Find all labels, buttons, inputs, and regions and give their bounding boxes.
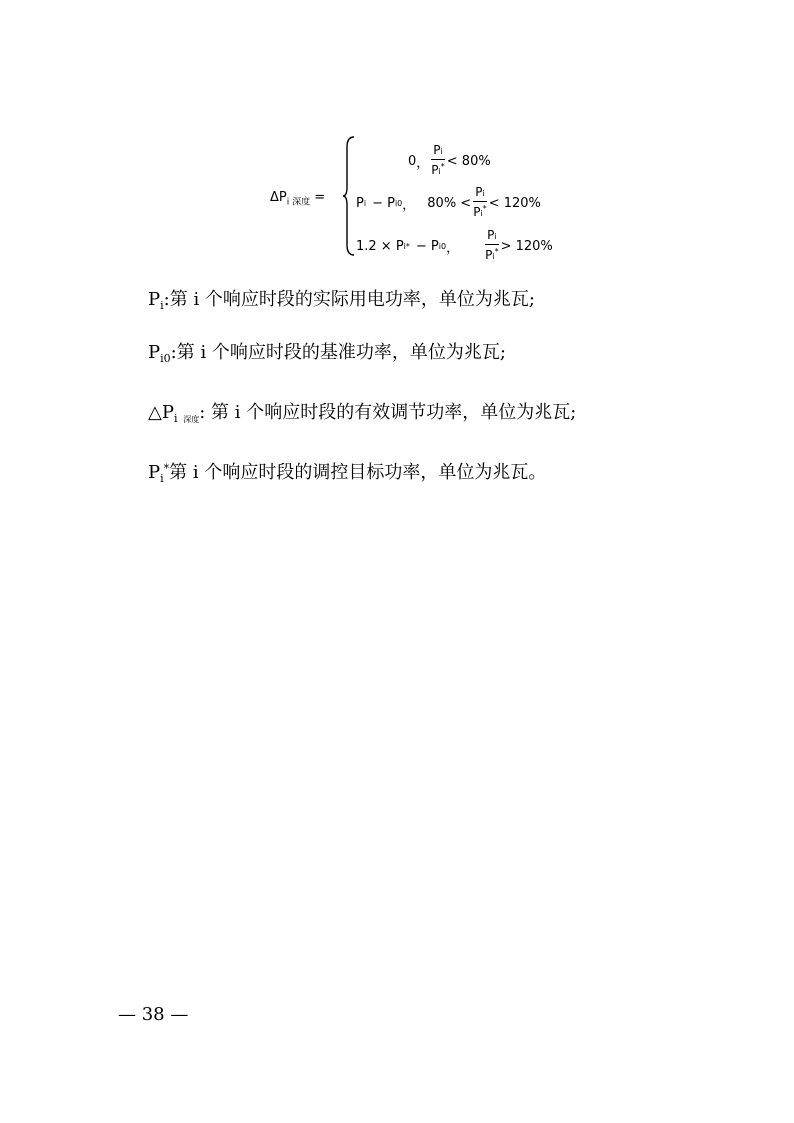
case2-expr: P <box>356 195 364 211</box>
case3-num: P <box>487 228 495 242</box>
case3-den: P <box>485 248 493 262</box>
case3-condition: > 120% <box>500 238 553 254</box>
case-2 <box>356 185 541 221</box>
def2-sub: i <box>173 412 178 425</box>
case1-condition: < 80% <box>446 153 491 169</box>
case2-sep: ， <box>402 197 416 213</box>
case3-expr: 1.2 × P <box>356 238 404 254</box>
def0-sub: i <box>160 299 164 312</box>
case1-num: P <box>433 143 441 157</box>
case1-sep: ， <box>416 155 430 171</box>
case2-num: P <box>475 185 483 199</box>
def3-sub: i <box>160 472 164 485</box>
case2-minus-sub: i0 <box>394 198 403 208</box>
case3-minus: − P <box>415 238 439 254</box>
case3-den-sub: i <box>492 252 495 261</box>
def2-sep: : <box>199 402 206 423</box>
case2-den-sup: * <box>482 204 487 213</box>
equals-sign: = <box>314 190 326 205</box>
case1-den-sub: i <box>438 167 441 176</box>
def1-sep: : <box>170 342 177 363</box>
case3-expr-sup: * <box>405 241 410 251</box>
lhs-symbol: ΔP <box>270 190 287 205</box>
case1-fraction <box>431 143 444 179</box>
def1-sym: P <box>148 342 161 363</box>
case1-den: P <box>431 163 439 177</box>
def2-sub2: 深度 <box>183 415 200 424</box>
def2-text: 第 i 个响应时段的有效调节功率，单位为兆瓦; <box>205 402 577 423</box>
lhs-sub-label: 深度 <box>292 197 311 208</box>
case2-fraction <box>473 185 486 221</box>
case2-cond-right: < 120% <box>488 195 541 211</box>
def3-sup: * <box>163 462 170 475</box>
lhs-sub-i: i <box>286 197 290 208</box>
equation-lhs <box>270 190 325 208</box>
case1-den-sup: * <box>440 162 445 171</box>
case2-den-sub: i <box>480 209 483 218</box>
case3-expr-sub: i <box>403 241 406 251</box>
case1-value: 0 <box>408 153 417 169</box>
definition-pi-star <box>148 458 546 485</box>
case2-expr-sub: i <box>363 198 367 208</box>
def0-sep: : <box>163 289 170 310</box>
case2-num-sub: i <box>482 189 485 198</box>
def2-sym: △P <box>148 402 174 423</box>
definition-delta-pi <box>148 398 576 425</box>
piecewise-equation <box>270 135 590 265</box>
left-brace <box>342 135 356 257</box>
case-3 <box>356 228 553 264</box>
page-number: — 38 — <box>118 1004 189 1025</box>
case3-sep: ， <box>446 240 460 256</box>
case2-den: P <box>473 205 481 219</box>
case2-minus: − P <box>372 195 395 211</box>
case2-cond-left: 80% < <box>427 195 472 211</box>
def1-sub: i0 <box>160 352 171 365</box>
definition-pi0 <box>148 338 506 365</box>
case-1 <box>408 143 491 179</box>
def3-sym: P <box>148 462 161 483</box>
definition-pi <box>148 285 535 312</box>
def0-text: 第 i 个响应时段的实际用电功率，单位为兆瓦; <box>169 289 535 310</box>
def1-text: 第 i 个响应时段的基准功率，单位为兆瓦; <box>176 342 506 363</box>
case3-minus-sub: i0 <box>438 241 447 251</box>
def0-sym: P <box>148 289 161 310</box>
case3-fraction <box>485 228 498 264</box>
case3-num-sub: i <box>494 232 497 241</box>
case3-den-sup: * <box>494 247 499 256</box>
def3-text: 第 i 个响应时段的调控目标功率，单位为兆瓦。 <box>169 462 547 483</box>
case1-num-sub: i <box>440 147 443 156</box>
